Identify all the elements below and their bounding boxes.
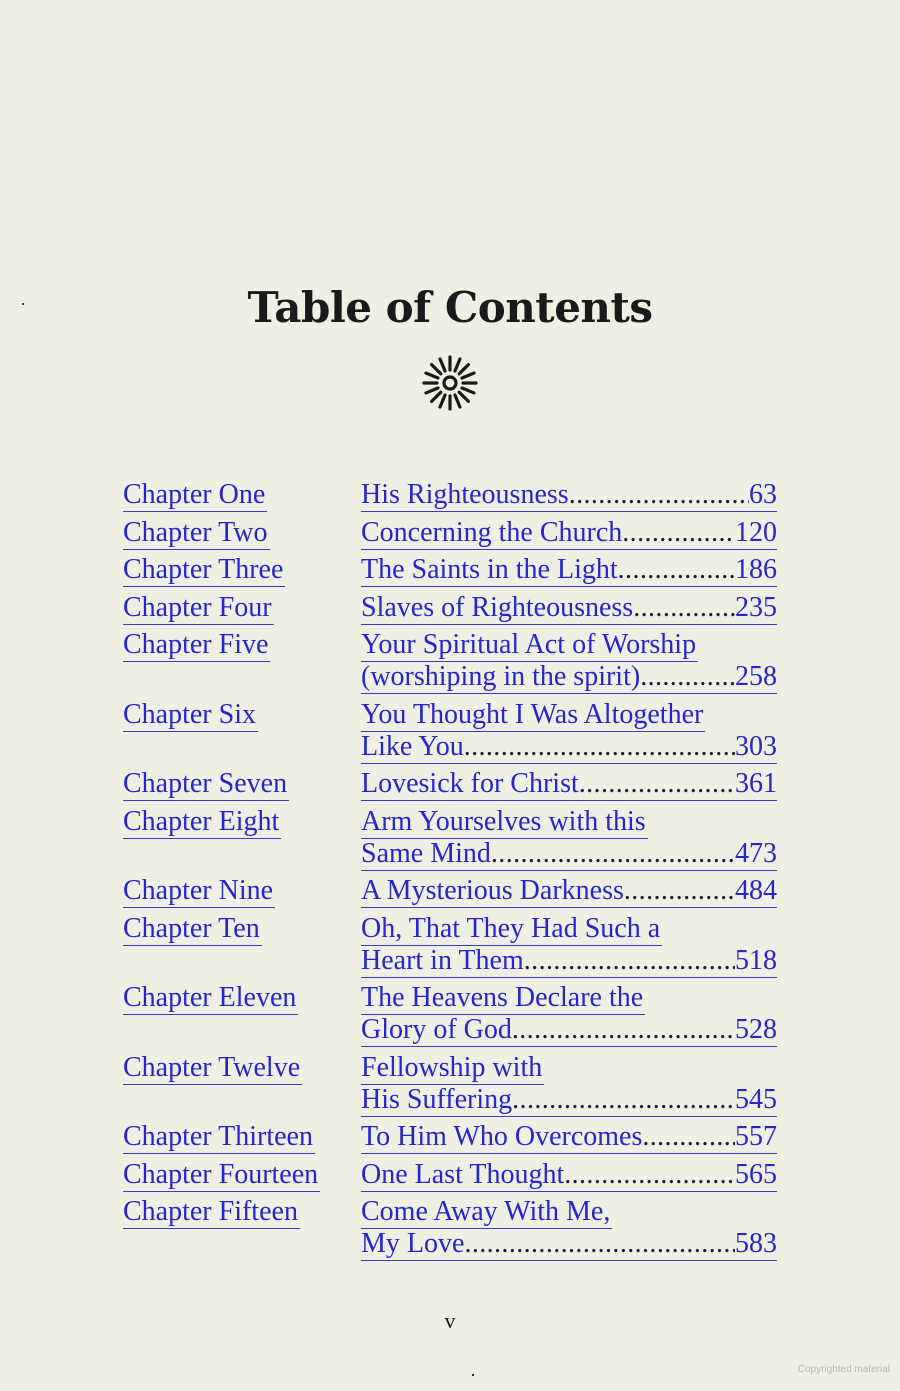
chapter-link[interactable]: Chapter Eight bbox=[123, 805, 280, 837]
toc-title-text: Lovesick for Christ bbox=[361, 768, 579, 799]
chapter-link[interactable]: Chapter Four bbox=[123, 591, 272, 623]
page-speck bbox=[472, 1374, 474, 1376]
toc-page-number: 303 bbox=[735, 730, 777, 762]
toc-title-block bbox=[361, 982, 777, 1047]
toc-entry bbox=[123, 768, 783, 801]
sunburst-icon bbox=[420, 353, 480, 413]
dot-leader bbox=[624, 875, 735, 907]
toc-title-block bbox=[361, 517, 777, 550]
toc-entry bbox=[123, 1121, 783, 1154]
toc-title-text: The Saints in the Light bbox=[361, 554, 618, 585]
toc-title-link[interactable] bbox=[361, 592, 777, 625]
toc-title-link[interactable]: Come Away With Me, bbox=[361, 1196, 611, 1227]
chapter-link[interactable]: Chapter Twelve bbox=[123, 1051, 301, 1083]
toc-title-text: (worshiping in the spirit) bbox=[361, 661, 641, 692]
toc-title-text: Glory of God bbox=[361, 1014, 512, 1045]
toc-title-block bbox=[361, 768, 777, 801]
dot-leader bbox=[491, 838, 735, 870]
toc-title-block bbox=[361, 1121, 777, 1154]
toc-title-block bbox=[361, 592, 777, 625]
dot-leader bbox=[633, 592, 735, 624]
toc-title-link[interactable] bbox=[361, 479, 777, 512]
toc-entry bbox=[123, 806, 783, 871]
toc-title-block bbox=[361, 1052, 777, 1117]
toc-page-number: 528 bbox=[735, 1014, 777, 1045]
chapter-link[interactable]: Chapter One bbox=[123, 479, 266, 510]
toc-entry bbox=[123, 592, 783, 625]
toc-page-number: 120 bbox=[735, 516, 777, 548]
toc-title-link[interactable] bbox=[361, 768, 777, 801]
dot-leader bbox=[642, 1121, 735, 1153]
toc-entry bbox=[123, 982, 783, 1047]
toc-entry bbox=[123, 479, 783, 512]
toc-entry bbox=[123, 875, 783, 908]
chapter-link[interactable]: Chapter Three bbox=[123, 554, 284, 585]
toc-page-number: 186 bbox=[735, 554, 777, 585]
toc-title-text: Slaves of Righteousness bbox=[361, 591, 634, 623]
toc-title-block bbox=[361, 913, 777, 978]
toc-page-number: 545 bbox=[735, 1083, 777, 1115]
toc-title-text: His Righteousness bbox=[361, 479, 569, 510]
dot-leader bbox=[579, 768, 735, 800]
toc-page-number: 258 bbox=[735, 661, 777, 692]
toc-entry bbox=[123, 517, 783, 550]
toc-title-text: One Last Thought bbox=[361, 1158, 565, 1190]
dot-leader bbox=[569, 479, 749, 511]
toc-page-number: 565 bbox=[735, 1158, 777, 1190]
dot-leader bbox=[564, 1159, 735, 1191]
toc-title-link[interactable] bbox=[361, 1159, 777, 1192]
chapter-link[interactable]: Chapter Six bbox=[123, 698, 256, 730]
toc-title-link[interactable] bbox=[361, 731, 777, 764]
toc-title-link[interactable] bbox=[361, 838, 777, 871]
toc-entry bbox=[123, 699, 783, 764]
toc-title-text: Same Mind bbox=[361, 837, 491, 869]
dot-leader bbox=[464, 1228, 735, 1260]
toc-title-link[interactable]: Your Spiritual Act of Worship bbox=[361, 629, 697, 660]
toc-title-text: Concerning the Church bbox=[361, 516, 623, 548]
toc-entry bbox=[123, 1159, 783, 1192]
toc-entry bbox=[123, 913, 783, 978]
dot-leader bbox=[524, 945, 735, 977]
chapter-link[interactable]: Chapter Two bbox=[123, 516, 268, 548]
toc-list bbox=[123, 479, 783, 1266]
chapter-link[interactable]: Chapter Thirteen bbox=[123, 1121, 313, 1152]
toc-entry bbox=[123, 629, 783, 694]
toc-title-link[interactable]: Oh, That They Had Such a bbox=[361, 912, 661, 944]
toc-title-block bbox=[361, 699, 777, 764]
dot-leader bbox=[464, 731, 735, 763]
toc-page-number: 361 bbox=[735, 768, 777, 799]
toc-title-text: His Suffering bbox=[361, 1083, 513, 1115]
toc-title-link[interactable]: Arm Yourselves with this bbox=[361, 805, 646, 837]
toc-title-link[interactable] bbox=[361, 1084, 777, 1117]
toc-page-number: 518 bbox=[735, 944, 777, 976]
chapter-link[interactable]: Chapter Eleven bbox=[123, 982, 297, 1013]
copyright-notice: Copyrighted material bbox=[797, 1364, 890, 1375]
dot-leader bbox=[622, 517, 735, 549]
dot-leader bbox=[618, 554, 735, 586]
toc-title-block bbox=[361, 875, 777, 908]
toc-title-link[interactable]: You Thought I Was Altogether bbox=[361, 698, 704, 730]
toc-entry bbox=[123, 1052, 783, 1117]
toc-title-link[interactable] bbox=[361, 554, 777, 587]
toc-title-link[interactable] bbox=[361, 1228, 777, 1261]
page-title: Table of Contents bbox=[247, 283, 653, 332]
toc-entry bbox=[123, 1196, 783, 1261]
toc-title-block bbox=[361, 629, 777, 694]
toc-title-link[interactable]: The Heavens Declare the bbox=[361, 982, 644, 1013]
page-number: v bbox=[444, 1308, 456, 1333]
toc-title-text: Heart in Them bbox=[361, 944, 524, 976]
chapter-link[interactable]: Chapter Fifteen bbox=[123, 1196, 298, 1227]
toc-title-text: My Love bbox=[361, 1228, 465, 1259]
chapter-link[interactable]: Chapter Fourteen bbox=[123, 1158, 319, 1190]
chapter-link[interactable]: Chapter Nine bbox=[123, 875, 274, 906]
toc-page-number: 473 bbox=[735, 837, 777, 869]
toc-page-number: 484 bbox=[735, 875, 777, 906]
toc-title-block bbox=[361, 1196, 777, 1261]
toc-title-block bbox=[361, 479, 777, 512]
dot-leader bbox=[640, 661, 735, 693]
toc-title-block bbox=[361, 806, 777, 871]
toc-page-number: 583 bbox=[735, 1228, 777, 1259]
chapter-link[interactable]: Chapter Ten bbox=[123, 912, 260, 944]
toc-entry bbox=[123, 554, 783, 587]
toc-title-text: Like You bbox=[361, 730, 464, 762]
chapter-link[interactable]: Chapter Seven bbox=[123, 768, 288, 799]
chapter-link[interactable]: Chapter Five bbox=[123, 629, 269, 660]
toc-title-link[interactable] bbox=[361, 875, 777, 908]
toc-title-link[interactable] bbox=[361, 517, 777, 550]
dot-leader bbox=[512, 1014, 735, 1046]
toc-title-text: To Him Who Overcomes bbox=[361, 1121, 643, 1152]
toc-page-number: 235 bbox=[735, 591, 777, 623]
dot-leader bbox=[512, 1084, 735, 1116]
toc-page-number: 557 bbox=[735, 1121, 777, 1152]
toc-title-link[interactable]: Fellowship with bbox=[361, 1051, 543, 1083]
toc-title-link[interactable] bbox=[361, 945, 777, 978]
toc-title-link[interactable] bbox=[361, 1014, 777, 1047]
toc-page-number: 63 bbox=[749, 479, 777, 510]
toc-title-text: A Mysterious Darkness bbox=[361, 875, 624, 906]
toc-title-link[interactable] bbox=[361, 1121, 777, 1154]
toc-title-block bbox=[361, 1159, 777, 1192]
toc-title-block bbox=[361, 554, 777, 587]
toc-title-link[interactable] bbox=[361, 661, 777, 694]
